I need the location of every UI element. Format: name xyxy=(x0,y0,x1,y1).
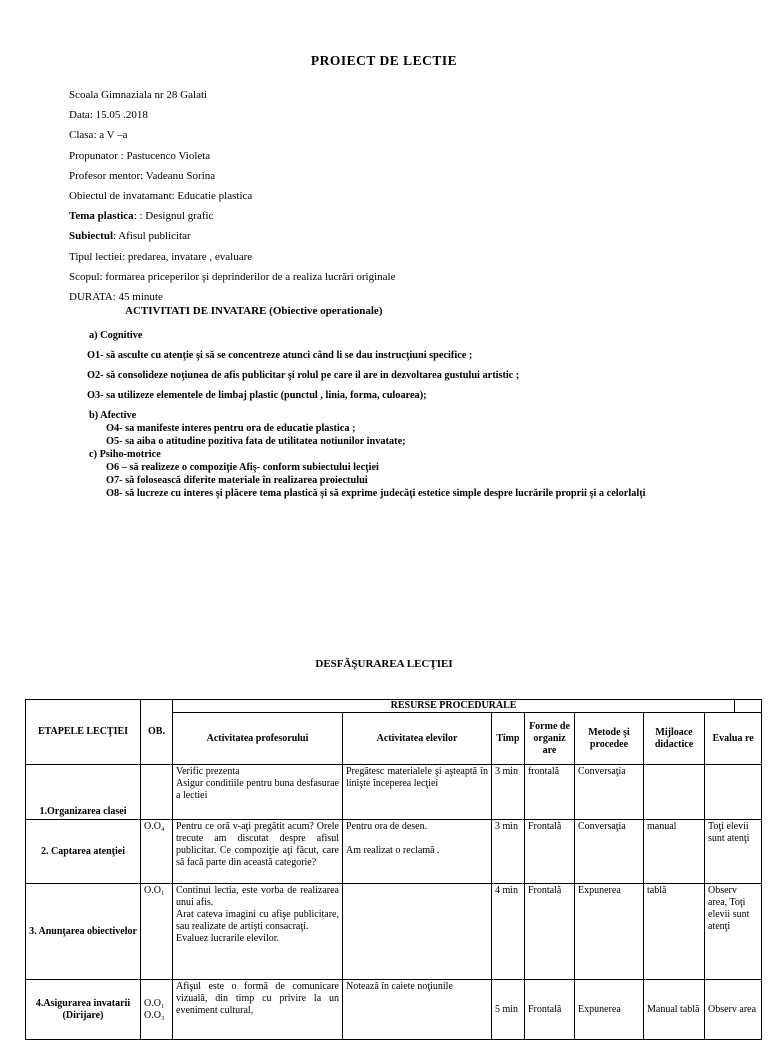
methods-cell: Conversaţia xyxy=(575,765,644,820)
subject-area-line: Obiectul de invatamant: Educatie plastica xyxy=(69,189,253,202)
table-row xyxy=(26,820,762,884)
header-methods: Metode şi procedee xyxy=(575,713,644,765)
evaluation-cell xyxy=(705,765,762,820)
objective-o2: O2- să consolideze noţiunea de afis publicitar şi rolul pe care il are in dezvoltarea gustului artistic ; xyxy=(87,370,520,381)
header-resources: RESURSE PROCEDURALE xyxy=(173,700,735,713)
document-title: PROIECT DE LECTIE xyxy=(310,53,458,68)
psychomotor-label: c) Psiho-motrice xyxy=(89,449,161,460)
topic-label: Subiectul xyxy=(69,230,114,243)
objective-o4: O4- sa manifeste interes pentru ora de educatie plastica ; xyxy=(106,423,356,434)
methods-cell: Conversaţia xyxy=(575,820,644,884)
lesson-details xyxy=(69,85,396,307)
lesson-plan-table xyxy=(25,699,762,1040)
lesson-type-line: Tipul lectiei: predarea, invatare , evaluare xyxy=(69,250,253,263)
header-evaluation: Evalua re xyxy=(705,713,762,765)
evaluation-cell: Toţi elevii sunt atenţi xyxy=(705,820,762,884)
header-stages: ETAPELE LECŢIEI xyxy=(26,700,141,765)
forms-cell: frontală xyxy=(525,765,575,820)
activities-heading: ACTIVITATI DE INVATARE (Obiective operationale) xyxy=(125,305,383,317)
teacher-activity-cell: Pentru ce oră v-aţi pregătit acum? Orele trecute am discutat despre afisul publicitar. Ce compoziţie aţi făcut, care să facă parte din această categorie? xyxy=(173,820,343,884)
time-cell: 4 min xyxy=(492,884,525,980)
header-means: Mijloace didactice xyxy=(644,713,705,765)
time-cell: 3 min xyxy=(492,765,525,820)
student-activity-cell: Pentru ora de desen. Am realizat o reclamă . xyxy=(343,820,492,884)
teacher-activity-cell: Afişul este o formă de comunicare vizuală, din timp cu privire la un eveniment cultural, xyxy=(173,980,343,1040)
stage-cell: 2. Captarea atenţiei xyxy=(26,820,141,884)
means-cell: tablă xyxy=(644,884,705,980)
table-row xyxy=(26,765,762,820)
stage-cell: 1.Organizarea clasei xyxy=(26,765,141,820)
header-forms: Forme de organiz are xyxy=(525,713,575,765)
time-cell: 5 min xyxy=(492,980,525,1040)
theme-value: : : Designul grafic xyxy=(133,210,214,223)
means-cell xyxy=(644,765,705,820)
lesson-heading: DESFĂŞURAREA LECŢIEI xyxy=(315,658,453,670)
header-empty-corner xyxy=(735,700,762,713)
theme-line xyxy=(69,206,396,226)
duration-line: DURATA: 45 minute xyxy=(69,290,163,303)
mentor-line: Profesor mentor: Vadeanu Sorina xyxy=(69,169,216,182)
means-cell: manual xyxy=(644,820,705,884)
teacher-activity-cell: Continui lectia, este vorba de realizarea unui afis. Arat cateva imagini cu afişe publicitare, sau realizate de artişti consacraţi. Evaluez lucrarile elevilor. xyxy=(173,884,343,980)
stage-cell: 4.Asigurarea invatarii (Dirijare) xyxy=(26,980,141,1040)
student-activity-cell: Notează în caiete noţiunile xyxy=(343,980,492,1040)
topic-value: : Afisul publicitar xyxy=(113,230,191,243)
evaluation-cell: Observ area, Toţi elevii sunt atenţi xyxy=(705,884,762,980)
affective-label: b) Afective xyxy=(89,410,137,421)
topic-line xyxy=(69,226,396,246)
objective-o8: O8- să lucreze cu interes şi plăcere tema plastică şi să exprime judecăţi estetice simple despre lucrările proprii şi a celorlalţi xyxy=(106,488,646,499)
objective-o1: O1- să asculte cu atenţie şi să se concentreze atunci când li se dau instrucţiuni specifice ; xyxy=(87,350,473,361)
student-activity-cell xyxy=(343,884,492,980)
objective-o5: O5- sa aiba o atitudine pozitiva fata de utilitatea notiunilor invatate; xyxy=(106,436,406,447)
header-students: Activitatea elevilor xyxy=(343,713,492,765)
table-row xyxy=(26,884,762,980)
ob-cell: O.O₄ xyxy=(141,820,173,884)
forms-cell: Frontală xyxy=(525,980,575,1040)
header-ob: OB. xyxy=(141,700,173,765)
date-line: Data: 15.05 .2018 xyxy=(69,109,148,122)
class-line: Clasa: a V –a xyxy=(69,129,128,142)
table-row xyxy=(26,980,762,1040)
school-line: Scoala Gimnaziala nr 28 Galati xyxy=(69,89,208,101)
ob-cell: O.O₁ xyxy=(141,884,173,980)
time-cell: 3 min xyxy=(492,820,525,884)
student-activity-cell: Pregătesc materialele şi aşteaptă în linişte începerea lecţiei xyxy=(343,765,492,820)
objective-o7: O7- să folosească diferite materiale în realizarea proiectului xyxy=(106,475,368,486)
forms-cell: Frontală xyxy=(525,820,575,884)
methods-cell: Expunerea xyxy=(575,884,644,980)
header-teacher: Activitatea profesorului xyxy=(173,713,343,765)
methods-cell: Expunerea xyxy=(575,980,644,1040)
ob-cell xyxy=(141,765,173,820)
forms-cell: Frontală xyxy=(525,884,575,980)
theme-label: Tema plastica xyxy=(69,210,134,223)
proposer-line: Propunator : Pastucenco Violeta xyxy=(69,149,211,162)
header-time: Timp xyxy=(492,713,525,765)
purpose-line: Scopul: formarea priceperilor şi deprinderilor de a realiza lucrări originale xyxy=(69,270,396,283)
evaluation-cell: Observ area xyxy=(705,980,762,1040)
means-cell: Manual tablă xyxy=(644,980,705,1040)
objective-o6: O6 – să realizeze o compoziţie Afiş- conform subiectului lecţiei xyxy=(106,462,379,473)
stage-cell: 3. Anunţarea obiectivelor xyxy=(26,884,141,980)
ob-cell: O.O₁ O.O₃ xyxy=(141,980,173,1040)
teacher-activity-cell: Verific prezenta Asigur conditiile pentru buna desfasurae a lectiei xyxy=(173,765,343,820)
objective-o3: O3- sa utilizeze elementele de limbaj plastic (punctul , linia, forma, culoarea); xyxy=(87,390,427,401)
cognitive-label: a) Cognitive xyxy=(89,330,143,341)
